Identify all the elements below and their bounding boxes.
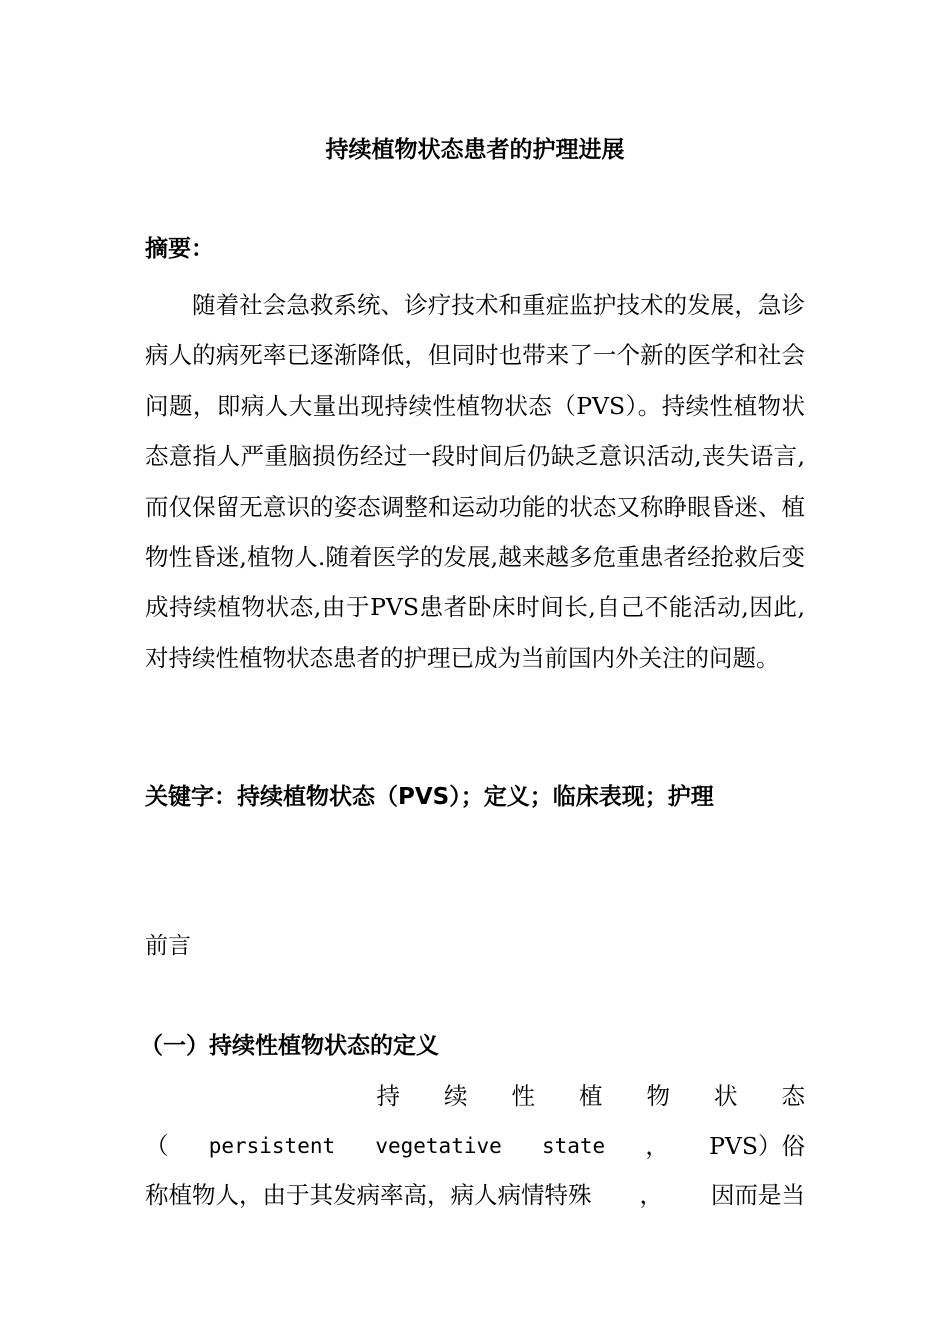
- definition-word-persistent: persistent: [208, 1134, 336, 1158]
- definition-text-c: 因而是当: [711, 1181, 805, 1209]
- abstract-heading: 摘要：: [145, 236, 214, 262]
- definition-text-b: ，: [639, 1181, 663, 1209]
- preface-heading: 前言: [145, 933, 191, 959]
- definition-line-1: [145, 1079, 849, 1113]
- definition-word-state: state: [541, 1134, 606, 1158]
- definition-abbrev: PVS）俗: [709, 1132, 805, 1160]
- abstract-body: [145, 280, 805, 683]
- definition-comma: ，: [645, 1132, 669, 1160]
- definition-text-a: 称植物人，由于其发病率高，病人病情特殊: [145, 1181, 592, 1209]
- definition-line-3: [145, 1178, 805, 1212]
- document-title: 持续植物状态患者的护理进展: [325, 137, 625, 163]
- definition-line-2: [145, 1129, 805, 1163]
- definition-open-paren: （: [145, 1132, 169, 1160]
- definition-term: 持续性植物状态: [376, 1082, 849, 1110]
- abstract-paragraph: 随着社会急救系统、诊疗技术和重症监护技术的发展，急诊病人的病死率已逐渐降低，但同时也带来了一个新的医学和社会问题，即病人大量出现持续性植物状态（PVS）。持续性植物状态意指人严重脑损伤经过一段时间后仍缺乏意识活动,丧失语言,而仅保留无意识的姿态调整和运动功能的状态又称睁眼昏迷、植物性昏迷,植物人.随着医学的发展,越来越多危重患者经抢救后变成持续植物状态,由于PVS患者卧床时间长,自己不能活动,因此,对持续性植物状态患者的护理已成为当前国内外关注的问题。: [145, 291, 805, 672]
- definition-word-vegetative: vegetative: [375, 1134, 502, 1158]
- keywords-line: 关键字：持续植物状态（PVS）；定义；临床表现；护理: [145, 784, 714, 810]
- section-1-heading: （一）持续性植物状态的定义: [140, 1033, 439, 1059]
